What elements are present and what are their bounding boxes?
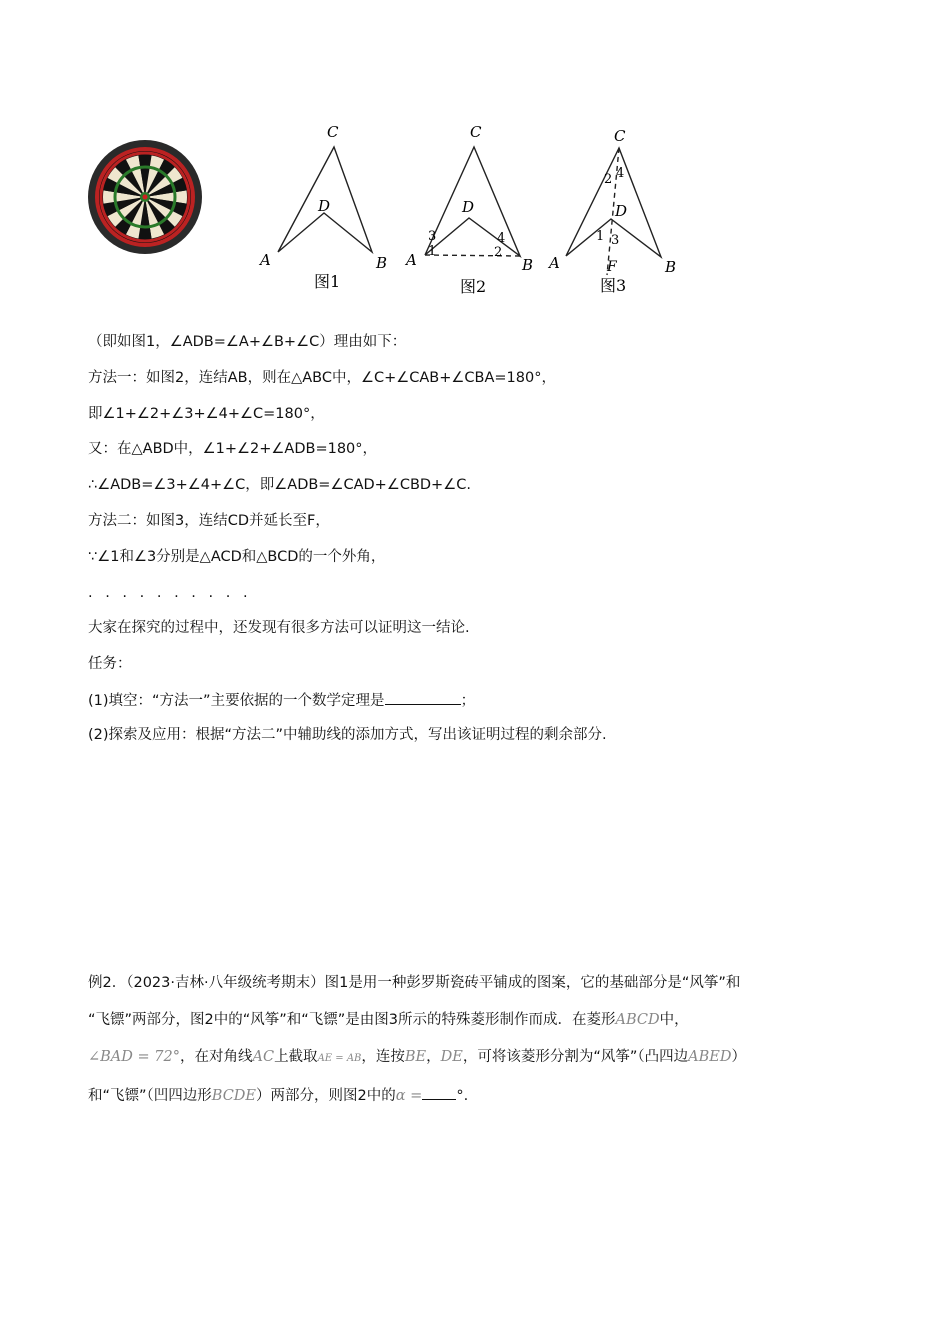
fig3-angle-1: 1 bbox=[596, 229, 605, 244]
diagonal-AC: AC bbox=[252, 1049, 275, 1065]
fig3-label-C: C bbox=[614, 127, 626, 145]
example2-line-3 bbox=[88, 1047, 746, 1069]
fig3-caption: 图3 bbox=[600, 276, 627, 295]
example2-text-3h: ， bbox=[426, 1049, 441, 1065]
text-line-9: 大家在探究的过程中，还发现有很多方法可以证明这一结论. bbox=[88, 620, 470, 636]
example2-line-4 bbox=[88, 1085, 468, 1106]
task-1-answer-blank[interactable] bbox=[385, 690, 461, 705]
rhombus-ABCD: ABCD bbox=[615, 1012, 660, 1028]
fig2-label-C: C bbox=[470, 123, 482, 141]
fig3-label-A: A bbox=[549, 254, 560, 272]
example2-text-3j: ，可将该菱形分割为“风筝”（凸四边 bbox=[462, 1049, 689, 1065]
example2-text-4c: ）两部分，则图2中的 bbox=[256, 1088, 396, 1104]
fig1-label-B: B bbox=[376, 254, 388, 272]
fig2-caption: 图2 bbox=[460, 277, 487, 296]
fig3-angle-2: 2 bbox=[604, 172, 613, 187]
text-line-7: ∵∠1和∠3分别是△ACD和△BCD的一个外角， bbox=[88, 549, 386, 565]
fig2-angle-1: 1 bbox=[428, 244, 437, 259]
example2-text-2a: “飞镖”两部分，图2中的“风筝”和“飞镖”是由图3所示的特殊菱形制作而成．在菱形 bbox=[88, 1012, 616, 1028]
fig1-caption: 图1 bbox=[314, 272, 341, 291]
segment-DE: DE bbox=[440, 1049, 463, 1065]
example2-text-3f: ，连按 bbox=[361, 1049, 405, 1065]
alpha-expr: α = bbox=[395, 1088, 423, 1104]
dart-BCDE: BCDE bbox=[211, 1088, 257, 1104]
segment-BE: BE bbox=[404, 1049, 427, 1065]
fig3-label-F: F bbox=[607, 259, 617, 275]
fig1-label-C: C bbox=[327, 123, 339, 141]
fig1-label-A: A bbox=[260, 251, 271, 269]
fig2-label-D: D bbox=[462, 198, 475, 216]
fig2-label-B: B bbox=[522, 256, 534, 274]
example2-line-1: 例2．（2023·吉林·八年级统考期末）图1是用一种彭罗斯瓷砖平铺成的图案，它的基础部分是“风筝”和 bbox=[88, 975, 741, 991]
figure-3 bbox=[566, 148, 661, 275]
text-line-4: 又：在△ABD中，∠1+∠2+∠ADB=180°， bbox=[88, 441, 378, 457]
text-line-6: 方法二：如图3，连结CD并延长至F， bbox=[88, 513, 330, 529]
figure-row bbox=[80, 115, 700, 305]
fig2-angle-4: 4 bbox=[497, 231, 506, 246]
example2-text-4a: 和“飞镖”（凹四边形 bbox=[88, 1088, 212, 1104]
fig3-label-B: B bbox=[665, 258, 677, 276]
example2-text-4e: °. bbox=[456, 1088, 469, 1104]
task-1-text: (1)填空：“方法一”主要依据的一个数学定理是 bbox=[88, 693, 385, 709]
example2-text-3l: ） bbox=[731, 1049, 746, 1065]
fig3-angle-3: 3 bbox=[611, 233, 620, 248]
fig2-label-A: A bbox=[406, 251, 417, 269]
text-line-1: （即如图1，∠ADB=∠A+∠B+∠C）理由如下： bbox=[88, 334, 407, 350]
ellipsis-line: . . . . . . . . . . bbox=[88, 585, 252, 601]
fig2-angle-2: 2 bbox=[494, 245, 503, 260]
angle-BAD-expr: ∠BAD = 72° bbox=[88, 1049, 180, 1065]
task-2: (2)探索及应用：根据“方法二”中辅助线的添加方式，写出该证明过程的剩余部分. bbox=[88, 727, 607, 743]
fig1-label-D: D bbox=[318, 197, 331, 215]
text-line-3: 即∠1+∠2+∠3+∠4+∠C=180°， bbox=[88, 406, 325, 422]
alpha-answer-blank[interactable] bbox=[422, 1085, 456, 1100]
fig2-angle-3: 3 bbox=[428, 229, 437, 244]
task-1-end: ； bbox=[460, 693, 476, 709]
text-line-5: ∴∠ADB=∠3+∠4+∠C，即∠ADB=∠CAD+∠CBD+∠C. bbox=[88, 477, 471, 493]
task-1 bbox=[88, 690, 475, 711]
text-line-2: 方法一：如图2，连结AB，则在△ABC中，∠C+∠CAB+∠CBA=180°， bbox=[88, 370, 556, 386]
ae-equals-ab: AE = AB bbox=[317, 1053, 362, 1064]
kite-ABED: ABED bbox=[688, 1049, 732, 1065]
example2-text-3b: ，在对角线 bbox=[179, 1049, 253, 1065]
example2-line-2 bbox=[88, 1010, 689, 1030]
example2-text-3d: 上截取 bbox=[274, 1049, 318, 1065]
fig3-angle-4: 4 bbox=[616, 166, 625, 181]
task-heading: 任务： bbox=[88, 656, 132, 672]
fig3-label-D: D bbox=[615, 202, 628, 220]
example2-text-2c: 中， bbox=[659, 1012, 689, 1028]
dartboard-image bbox=[88, 140, 202, 254]
